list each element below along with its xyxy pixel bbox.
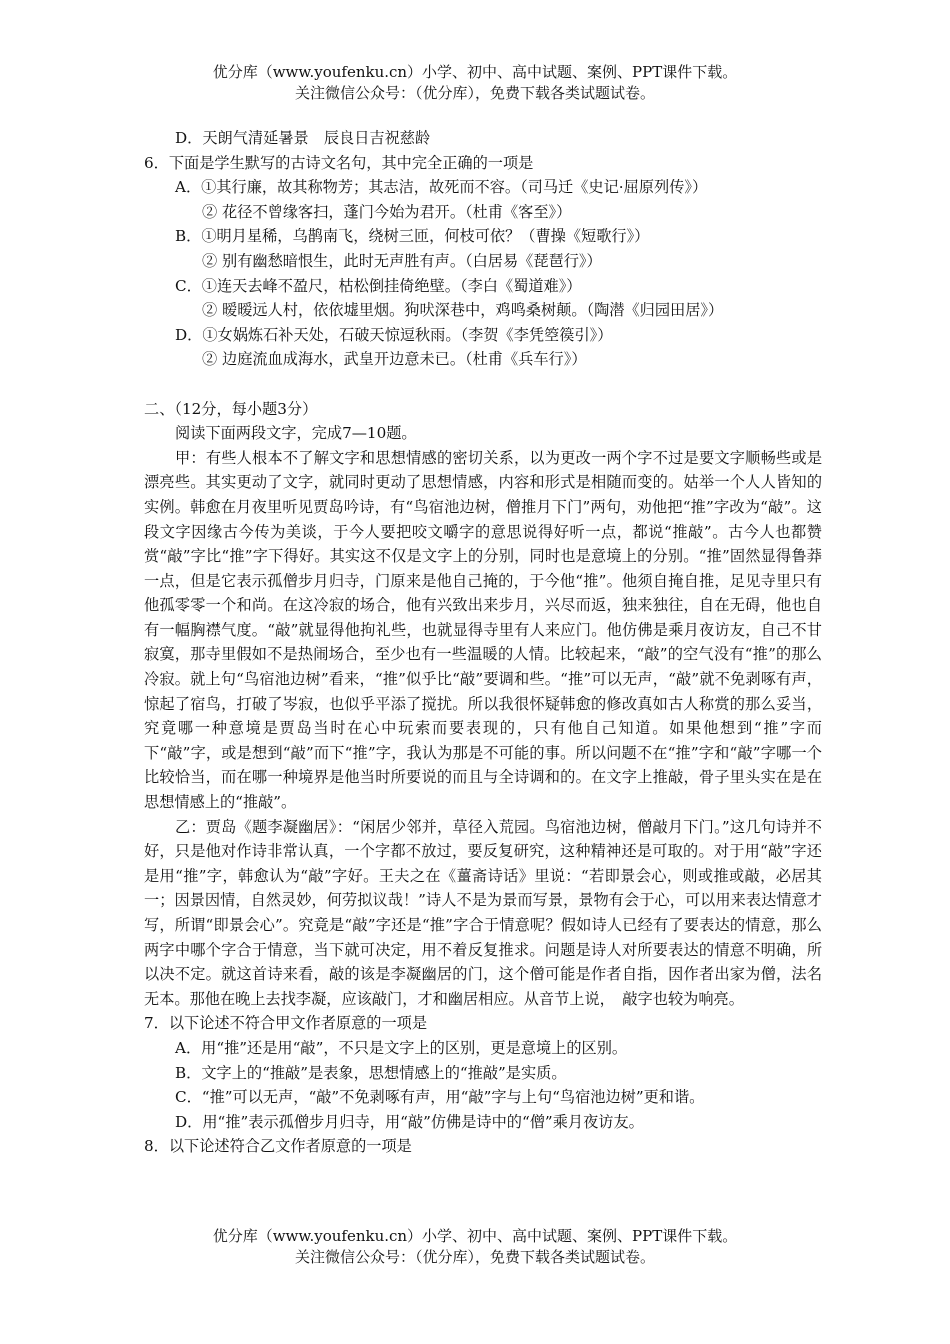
page-header — [0, 62, 950, 104]
q6-option-c-1: C．①连天去峰不盈尺，枯松倒挂倚绝壁。（李白《蜀道难》） — [175, 276, 582, 295]
q6-option-a-1: A．①其行廉，故其称物芳；其志洁，故死而不容。（司马迁《史记·屈原列传》） — [175, 178, 708, 197]
section-2-instruction: 阅读下面两段文字，完成7—10题。 — [175, 424, 417, 443]
footer-line-2: 关注微信公众号：（优分库），免费下载各类试题试卷。 — [294, 1248, 655, 1266]
footer-line-1: 优分库（www.youfenku.cn）小学、初中、高中试题、案例、PPT课件下载。 — [212, 1227, 738, 1245]
q6-option-d-1: D．①女娲炼石补天处，石破天惊逗秋雨。（李贺《李凭箜篌引》） — [175, 325, 613, 344]
document-body — [144, 126, 822, 1159]
section-2-title: 二、（12分，每小题3分） — [144, 399, 318, 418]
header-line-2: 关注微信公众号：（优分库），免费下载各类试题试卷。 — [294, 84, 655, 102]
passage-yi: 乙：贾岛《题李凝幽居》：“闲居少邻并，草径入荒园。鸟宿池边树，僧敲月下门。”这几句诗并不好，只是他对作诗非常认真，一个字都不放过，要反复研究，这种精神还是可取的。对于用“敲”字还是用“推”字，韩愈认为“敲”字好。王夫之在《薑斋诗话》里说：“若即景会心，则或推或敲，必居其一；因景因情，自然灵妙，何劳拟议哉！”诗人不是为景而写景，景物有会于心，可以用来表达情意才写，所谓“即景会心”。究竟是“敲”字还是“推”字合于情意呢？假如诗人已经有了要表达的情意，那么两字中哪个字合于情意，当下就可决定，用不着反复推求。问题是诗人对所要表达的情意不明确，所以决不定。就这首诗来看，敲的该是李凝幽居的门，这个僧可能是作者自指，因作者出家为僧，法名无本。那他在晚上去找李凝，应该敲门，才和幽居相应。从音节上说， 敲字也较为响亮。 — [144, 817, 822, 1008]
q7-option-c: C．“推”可以无声，“敲”不免剥啄有声，用“敲”字与上句“鸟宿池边树”更和谐。 — [175, 1088, 705, 1107]
q8-stem: 8．以下论述符合乙文作者原意的一项是 — [144, 1137, 412, 1156]
header-line-1: 优分库（www.youfenku.cn）小学、初中、高中试题、案例、PPT课件下载。 — [212, 63, 738, 81]
q7-stem: 7．以下论述不符合甲文作者原意的一项是 — [144, 1014, 428, 1033]
q6-option-b-1: B．①明月星稀，乌鹊南飞，绕树三匝，何枝可依？（曹操《短歌行》） — [175, 227, 650, 246]
q6-option-c-2: ② 暧暧远人村，依依墟里烟。狗吠深巷中，鸡鸣桑树颠。（陶潜《归园田居》） — [202, 301, 724, 320]
q6-option-d-2: ② 边庭流血成海水，武皇开边意未已。（杜甫《兵车行》） — [202, 350, 587, 369]
q5-option-d: D．天朗气清延暑景 辰良日吉祝慈龄 — [175, 129, 431, 147]
spacer — [144, 372, 822, 397]
q6-option-b-2: ② 别有幽愁暗恨生，此时无声胜有声。（白居易《琵琶行》） — [202, 251, 602, 270]
q6-option-a-2: ② 花径不曾缘客扫，蓬门今始为君开。（杜甫《客至》） — [202, 202, 572, 221]
q6-stem: 6．下面是学生默写的古诗文名句，其中完全正确的一项是 — [144, 153, 534, 172]
q7-option-b: B．文字上的“推敲”是表象，思想情感上的“推敲”是实质。 — [175, 1063, 567, 1082]
q7-option-d: D．用“推”表示孤僧步月归寺，用“敲”仿佛是诗中的“僧”乘月夜访友。 — [175, 1112, 644, 1131]
page-footer — [0, 1226, 950, 1268]
q7-option-a: A．用“推”还是用“敲”，不只是文字上的区别，更是意境上的区别。 — [175, 1038, 628, 1057]
passage-jia: 甲：有些人根本不了解文字和思想情感的密切关系，以为更改一两个字不过是要文字顺畅些或是漂亮些。其实更动了文字，就同时更动了思想情感，内容和形式是相随而变的。姑举一个人人皆知的实例。韩愈在月夜里听见贾岛吟诗，有“鸟宿池边树，僧推月下门”两句，劝他把“推”字改为“敲”。这段文字因缘古今传为美谈，于今人要把咬文嚼字的意思说得好听一点，都说“推敲”。古今人也都赞赏“敲”字比“推”字下得好。其实这不仅是文字上的分别，同时也是意境上的分别。“推”固然显得鲁莽一点，但是它表示孤僧步月归寺，门原来是他自己掩的，于今他“推”。他须自掩自推，足见寺里只有他孤零零一个和尚。在这冷寂的场合，他有兴致出来步月，兴尽而返，独来独往，自在无碍，他也自有一幅胸襟气度。“敲”就显得他拘礼些，也就显得寺里有人来应门。他仿佛是乘月夜访友，自己不甘寂寞，那寺里假如不是热闹场合，至少也有一些温暖的人情。比较起来，“敲”的空气没有“推”的那么冷寂。就上句“鸟宿池边树”看来，“推”似乎比“敲”要调和些。“推”可以无声，“敲”就不免剥啄有声，惊起了宿鸟，打破了岑寂，也似乎平添了搅扰。所以我很怀疑韩愈的修改真如古人称赏的那么妥当，究竟哪一种意境是贾岛当时在心中玩索而要表现的，只有他自己知道。如果他想到“推”字而下“敲”字，或是想到“敲”而下“推”字，我认为那是不可能的事。所以问题不在“推”字和“敲”字哪一个比较恰当，而在哪一种境界是他当时所要说的而且与全诗调和的。在文字上推敲，骨子里头实在是在思想情感上的“推敲”。 — [144, 448, 822, 812]
